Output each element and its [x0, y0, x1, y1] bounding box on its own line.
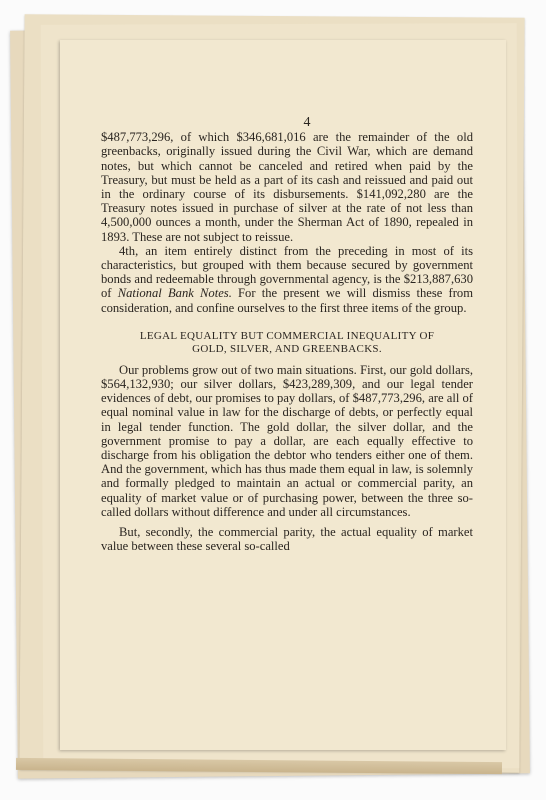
section-heading	[101, 330, 473, 356]
paragraph-secondly: But, secondly, the commercial parity, the actual equality of market value between these several so-called	[101, 525, 473, 554]
paragraph-problems: Our problems grow out of two main situations. First, our gold dollars, $564,132,930; our silver dollars, $423,289,309, and our legal tender evidences of debt, our promises to pay dollars, of $487,773,296, are all of equal nominal value in law for the discharge of debts, or perfectly equal in legal tender function. The gold dollar, the silver dollar, and the government promise to pay a dollar, are each equally effective to discharge from his obligation the debtor who tenders either one of them. And the government, which has thus made them equal in law, is solemnly and formally pledged to maintain an actual or commercial parity, an equality of market value or of purchasing power, between the three so-called dollars without difference and under all circumstances.	[101, 362, 473, 519]
paragraph-continuation: $487,773,296, of which $346,681,016 are the remainder of the old greenbacks, originally issued during the Civil War, which are demand notes, but which cannot be canceled and retired when paid by the Treasury, but must be held as a part of its cash and reissued and paid out in the ordinary course of its disbursements. $141,092,280 are the Treasury notes issued in purchase of silver at the rate of not less than 4,500,000 ounces a month, under the Sherman Act of 1890, repealed in 1893. These are not subject to reissue.	[101, 130, 473, 244]
fourth-item-text-after: For the present we will dismiss these from consideration, and confine ourselves to the first three items of the group.	[101, 286, 474, 315]
fourth-item-text-before: 4th, an item entirely distinct from the preceding in most of its characteristics, but grouped with them because secured by government bonds and redeemable through governmental agency, is the $213,887,630 of	[101, 243, 473, 301]
fourth-item-italic: National Bank Notes.	[117, 286, 232, 301]
section-heading-line-1: LEGAL EQUALITY BUT COMMERCIAL INEQUALITY OF	[139, 329, 435, 342]
page-text	[101, 116, 473, 553]
page-number: 4	[303, 115, 311, 130]
section-heading-line-2: GOLD, SILVER, AND GREENBACKS.	[192, 342, 382, 355]
paragraph-fourth-item	[101, 244, 473, 315]
